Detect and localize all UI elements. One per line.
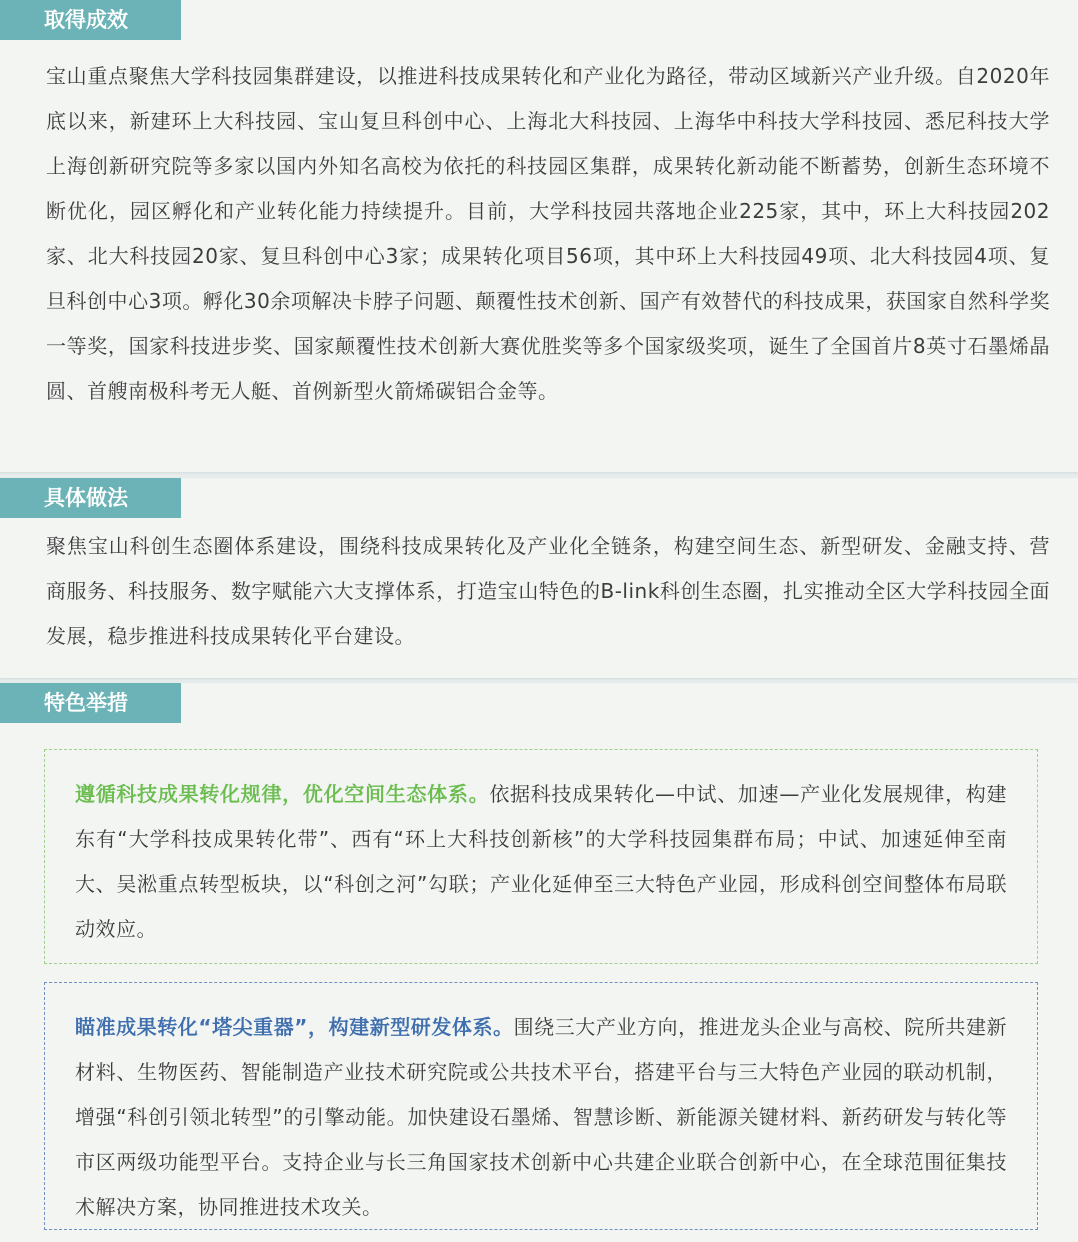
section-tag-features: 特色举措 xyxy=(0,683,181,723)
approach-panel xyxy=(0,478,1078,678)
feature-lead: 遵循科技成果转化规律，优化空间生态体系。 xyxy=(75,782,490,806)
section-tag-results: 取得成效 xyxy=(0,0,181,40)
feature-box-space xyxy=(44,749,1038,964)
feature-text: 围绕三大产业方向，推进龙头企业与高校、院所共建新材料、生物医药、智能制造产业技术研究院或公共技术平台，搭建平台与三大特色产业园的联动机制，增强“科创引领北转型”的引擎动能。加快建设石墨烯、智慧诊断、新能源关键材料、新药研发与转化等市区两级功能型平台。支持企业与长三角国家技术创新中心共建企业联合创新中心，在全球范围征集技术解决方案，协同推进技术攻关。 xyxy=(75,1015,1008,1219)
feature-text: 依据科技成果转化—中试、加速—产业化发展规律，构建东有“大学科技成果转化带”、西有“环上大科技创新核”的大学科技园集群布局；中试、加速延伸至南大、吴淞重点转型板块，以“科创之河”勾联；产业化延伸至三大特色产业园，形成科创空间整体布局联动效应。 xyxy=(75,782,1008,941)
section-tag-approach: 具体做法 xyxy=(0,478,181,518)
features-panel xyxy=(0,683,1078,1242)
feature-paragraph xyxy=(75,1005,1007,1230)
results-text: 宝山重点聚焦大学科技园集群建设，以推进科技成果转化和产业化为路径，带动区域新兴产业升级。自2020年底以来，新建环上大科技园、宝山复旦科创中心、上海北大科技园、上海华中科技大学科技园、悉尼科技大学上海创新研究院等多家以国内外知名高校为依托的科技园区集群，成果转化新动能不断蓄势，创新生态环境不断优化，园区孵化和产业转化能力持续提升。目前，大学科技园共落地企业225家，其中，环上大科技园202家、北大科技园20家、复旦科创中心3家；成果转化项目56项，其中环上大科技园49项、北大科技园4项、复旦科创中心3项。孵化30余项解决卡脖子问题、颠覆性技术创新、国产有效替代的科技成果，获国家自然科学奖一等奖，国家科技进步奖、国家颠覆性技术创新大赛优胜奖等多个国家级奖项，诞生了全国首片8英寸石墨烯晶圆、首艘南极科考无人艇、首例新型火箭烯碳铝合金等。 xyxy=(46,64,1050,403)
feature-lead: 瞄准成果转化“塔尖重器”，构建新型研发体系。 xyxy=(75,1015,514,1039)
approach-text: 聚焦宝山科创生态圈体系建设，围绕科技成果转化及产业化全链条，构建空间生态、新型研发、金融支持、营商服务、科技服务、数字赋能六大支撑体系，打造宝山特色的B-link科创生态圈，扎实推动全区大学科技园全面发展，稳步推进科技成果转化平台建设。 xyxy=(46,534,1050,648)
results-panel xyxy=(0,0,1078,472)
feature-paragraph xyxy=(75,772,1007,952)
feature-box-rnd xyxy=(44,982,1038,1230)
